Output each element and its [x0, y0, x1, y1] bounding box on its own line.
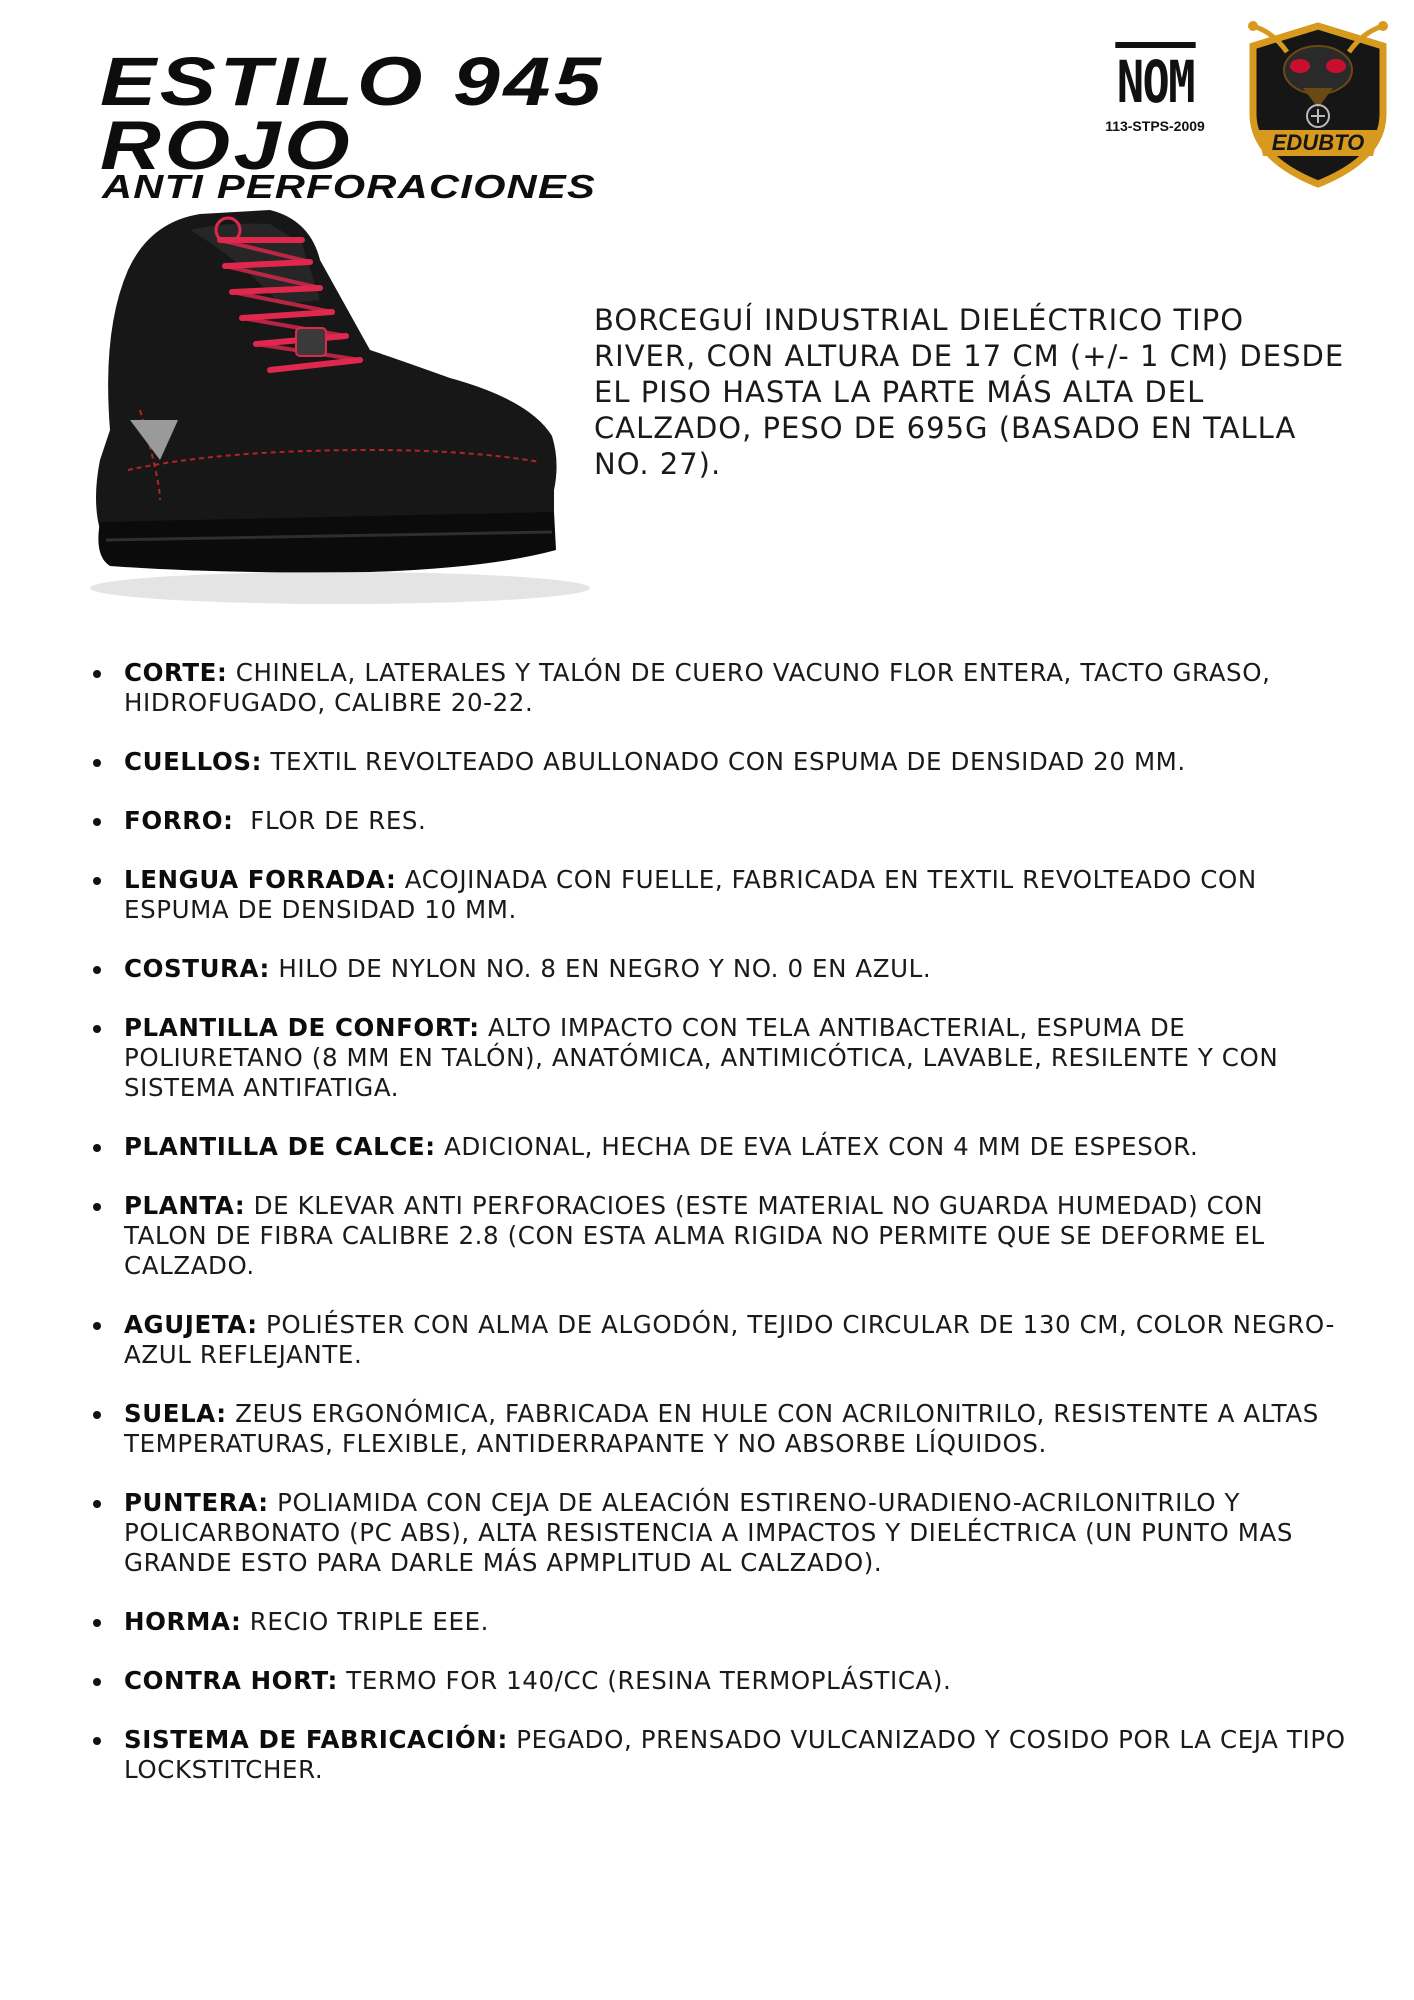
- spec-label: PLANTA:: [124, 1191, 246, 1220]
- spec-item: [88, 1725, 1348, 1785]
- spec-text: DE KLEVAR ANTI PERFORACIOES (ESTE MATERIAL NO GUARDA HUMEDAD) CON TALON DE FIBRA CALIBRE 2.8 (CON ESTA ALMA RIGIDA NO PERMITE QUE SE DEFORME EL CALZADO.: [124, 1191, 1265, 1280]
- spec-item: [88, 1013, 1348, 1103]
- spec-item: [88, 1191, 1348, 1281]
- spec-text: ACOJINADA CON FUELLE, FABRICADA EN TEXTIL REVOLTEADO CON ESPUMA DE DENSIDAD 10 MM.: [124, 865, 1257, 924]
- product-title-line-2: ROJO: [100, 107, 354, 184]
- spec-label: CORTE:: [124, 658, 228, 687]
- spec-label: CUELLOS:: [124, 747, 263, 776]
- nom-mark: NOM: [1115, 42, 1195, 114]
- product-title-line-1: ESTILO 945: [100, 43, 605, 120]
- spec-item: [88, 1607, 1348, 1637]
- product-description: BORCEGUÍ INDUSTRIAL DIELÉCTRICO TIPO RIVER, CON ALTURA DE 17 CM (+/- 1 CM) DESDE EL PISO HASTA LA PARTE MÁS ALTA DEL CALZADO, PESO DE 695G (BASADO EN TALLA NO. 27).: [594, 303, 1345, 481]
- spec-label: COSTURA:: [124, 954, 270, 983]
- product-subtitle: ANTI PERFORACIONES: [102, 168, 596, 205]
- spec-text: CHINELA, LATERALES Y TALÓN DE CUERO VACUNO FLOR ENTERA, TACTO GRASO, HIDROFUGADO, CALIBRE 20-22.: [124, 658, 1271, 717]
- spec-item: [88, 658, 1348, 718]
- spec-item: [88, 747, 1348, 777]
- spec-label: SISTEMA DE FABRICACIÓN:: [124, 1725, 508, 1754]
- spec-label: HORMA:: [124, 1607, 242, 1636]
- spec-label: SUELA:: [124, 1399, 227, 1428]
- spec-label: PLANTILLA DE CALCE:: [124, 1132, 436, 1161]
- nom-code: 113-STPS-2009: [1105, 118, 1205, 134]
- spec-item: [88, 865, 1348, 925]
- spec-label: PLANTILLA DE CONFORT:: [124, 1013, 480, 1042]
- spec-label: LENGUA FORRADA:: [124, 865, 397, 894]
- spec-text: RECIO TRIPLE EEE.: [241, 1607, 490, 1636]
- spec-text: HILO DE NYLON NO. 8 EN NEGRO Y NO. 0 EN AZUL.: [269, 954, 932, 983]
- spec-item: [88, 1132, 1348, 1162]
- safety-boot-image: [70, 200, 590, 610]
- spec-label: CONTRA HORT:: [124, 1666, 338, 1695]
- spec-text: ADICIONAL, HECHA DE EVA LÁTEX CON 4 MM DE ESPESOR.: [435, 1132, 1199, 1161]
- spec-list: [88, 658, 1348, 1814]
- spec-label: FORRO:: [124, 806, 234, 835]
- product-title: [100, 43, 605, 184]
- ant-shield-logo: [1237, 12, 1399, 190]
- brand-name: EDUBTO: [1271, 130, 1365, 155]
- spec-item: [88, 1310, 1348, 1370]
- spec-label: AGUJETA:: [124, 1310, 258, 1339]
- spec-item: [88, 1399, 1348, 1459]
- spec-text: POLIÉSTER CON ALMA DE ALGODÓN, TEJIDO CIRCULAR DE 130 CM, COLOR NEGRO-AZUL REFLEJANTE.: [124, 1310, 1335, 1369]
- spec-item: [88, 806, 1348, 836]
- spec-text: POLIAMIDA CON CEJA DE ALEACIÓN ESTIRENO-URADIENO-ACRILONITRILO Y POLICARBONATO (PC ABS), ALTA RESISTENCIA A IMPACTOS Y DIELÉCTRICA (UN PUNTO MAS GRANDE ESTO PARA DARLE MÁS APMPLITUD AL CALZADO).: [124, 1488, 1293, 1577]
- spec-item: [88, 1488, 1348, 1578]
- spec-item: [88, 1666, 1348, 1696]
- nom-certification-logo: [1090, 42, 1220, 134]
- spec-text: FLOR DE RES.: [233, 806, 427, 835]
- spec-label: PUNTERA:: [124, 1488, 269, 1517]
- spec-text: ALTO IMPACTO CON TELA ANTIBACTERIAL, ESPUMA DE POLIURETANO (8 MM EN TALÓN), ANATÓMICA, ANTIMICÓTICA, LAVABLE, RESILENTE Y CON SISTEMA ANTIFATIGA.: [124, 1013, 1279, 1102]
- spec-text: PEGADO, PRENSADO VULCANIZADO Y COSIDO POR LA CEJA TIPO LOCKSTITCHER.: [124, 1725, 1346, 1784]
- spec-text: TEXTIL REVOLTEADO ABULLONADO CON ESPUMA DE DENSIDAD 20 MM.: [262, 747, 1186, 776]
- spec-text: TERMO FOR 140/CC (RESINA TERMOPLÁSTICA).: [337, 1666, 952, 1695]
- spec-item: [88, 954, 1348, 984]
- spec-text: ZEUS ERGONÓMICA, FABRICADA EN HULE CON ACRILONITRILO, RESISTENTE A ALTAS TEMPERATURAS, FLEXIBLE, ANTIDERRAPANTE Y NO ABSORBE LÍQUIDOS.: [124, 1399, 1319, 1458]
